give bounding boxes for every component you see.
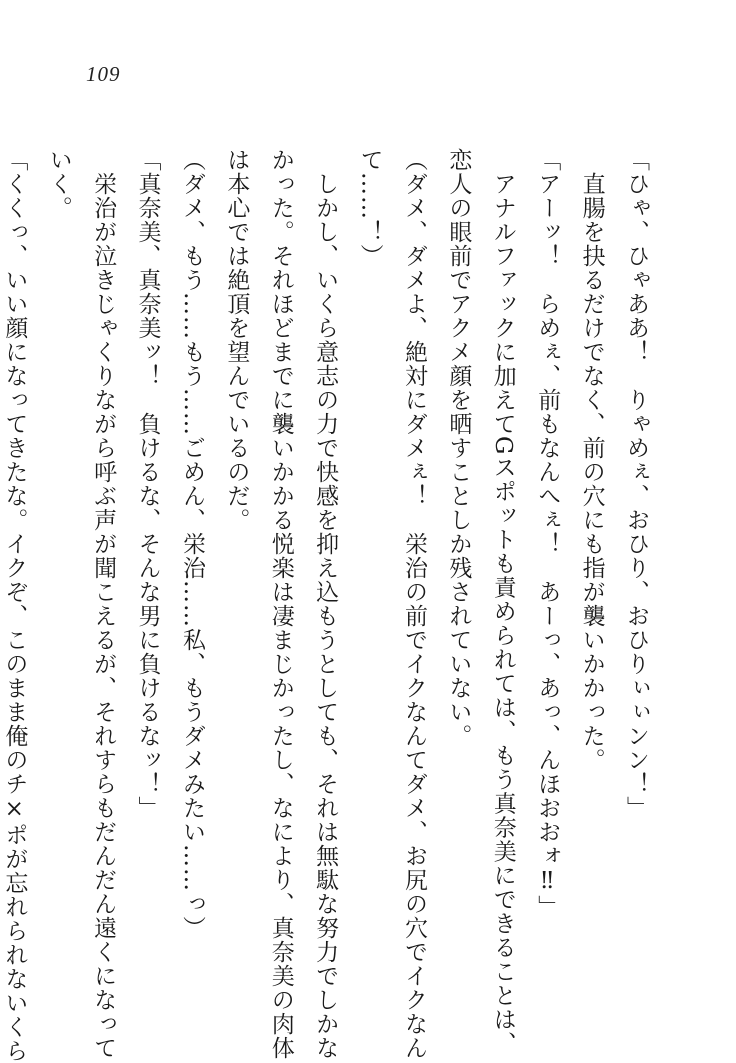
text-line: 栄治が泣きじゃくりながら呼ぶ声が聞こえるが、それすらもだんだん遠くになって — [90, 148, 117, 1060]
text-line: かった。それほどまでに襲いかかる悦楽は凄まじかったし、なにより、真奈美の肉体 — [267, 148, 294, 1060]
text-line: 「ひゃ、ひゃああ！ りゃめぇ、おひり、おひりぃぃンン！」 — [623, 148, 649, 820]
text-line: は本心では絶頂を望んでいるのだ。 — [223, 148, 250, 532]
page-number: 109 — [86, 62, 121, 86]
text-line: 「くくっ、いい顔になってきたな。イクぞ、このまま俺のチ×ポが忘れられないくら — [1, 148, 28, 1063]
text-line: 直腸を抉るだけでなく、前の穴にも指が襲いかかった。 — [578, 148, 605, 772]
novel-text-body — [0, 148, 658, 1063]
text-line: いく。 — [45, 148, 72, 220]
text-line: アナルファックに加えてGスポットも責められては、もう真奈美にできることは、 — [489, 148, 516, 1056]
text-line: （ダメ、ダメよ、絶対にダメぇ！ 栄治の前でイクなんてダメ、お尻の穴でイクなん — [400, 148, 427, 1060]
text-line: （ダメ、もう……もう……ごめん、栄治……私、もうダメみたい……っ） — [178, 148, 205, 940]
text-line: 恋人の眼前でアクメ顔を晒すことしか残されていない。 — [445, 148, 472, 748]
text-line: て……！） — [356, 148, 383, 268]
text-line: しかし、いくら意志の力で快感を抑え込もうとしても、それは無駄な努力でしかな — [312, 148, 339, 1060]
text-line: 「アーッ！ らめぇ、前もなんへぇ！ あーっ、あっ、んほおおォ‼」 — [534, 148, 561, 919]
text-line: 「真奈美、真奈美ッ！ 負けるな、そんな男に負けるなッ！」 — [134, 148, 161, 820]
